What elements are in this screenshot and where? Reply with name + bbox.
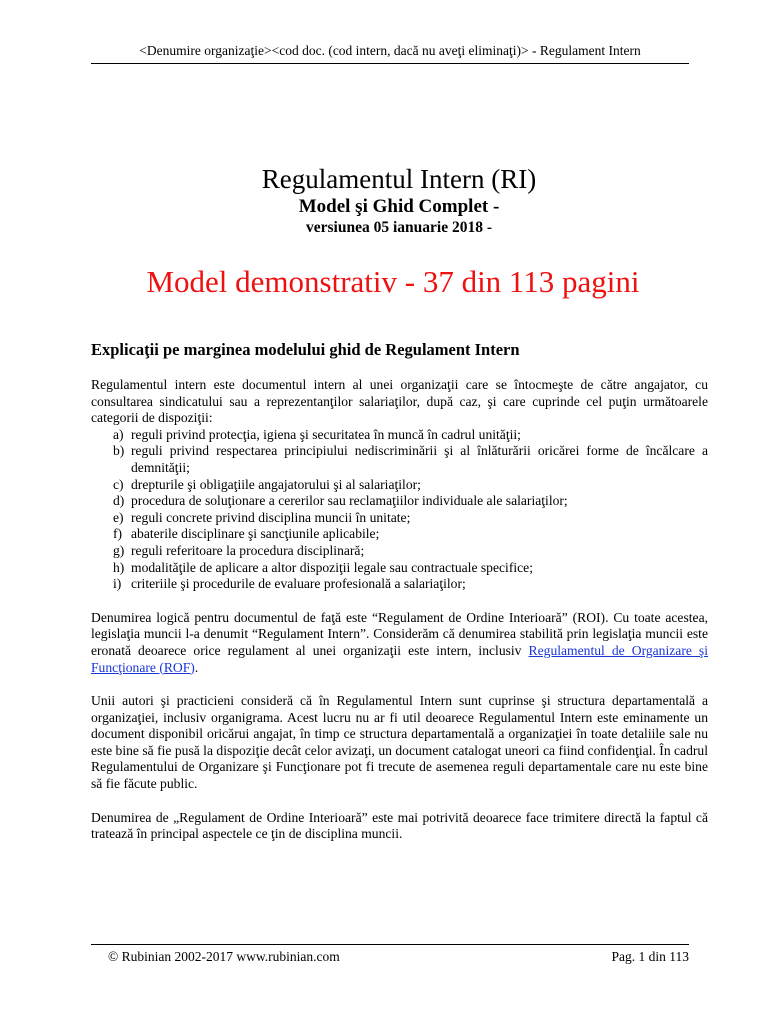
list-marker: h): [113, 559, 125, 575]
list-marker: e): [113, 509, 124, 525]
list-item-text: reguli privind protecţia, igiena şi securitatea în muncă în cadrul unităţii;: [131, 426, 521, 442]
demo-banner: Model demonstrativ - 37 din 113 pagini: [146, 264, 640, 299]
list-item-text: procedura de soluţionare a cererilor sau reclamaţiilor individuale ale salariaţilor;: [131, 493, 568, 509]
rof-link[interactable]: Regulamentul de Organizare şi Funcţionare (ROF): [91, 642, 709, 675]
paragraph-denumire-end: .: [194, 659, 199, 675]
list-item: [91, 526, 708, 543]
list-item: [91, 477, 708, 494]
document-title: Regulamentul Intern (RI): [261, 164, 537, 194]
list-marker: c): [113, 476, 124, 492]
list-item-text: modalităţile de aplicare a altor dispoziţii legale sau contractuale specifice;: [131, 559, 533, 575]
list-item-text: reguli privind respectarea principiului nediscriminării şi al înlăturării oricărei forme de încălcare a demnităţii;: [131, 443, 708, 475]
body-text: [91, 377, 708, 843]
section-heading: Explicaţii pe marginea modelului ghid de Regulament Intern: [91, 340, 520, 359]
list-item: [91, 427, 708, 444]
list-item-text: reguli referitoare la procedura disciplinară;: [131, 542, 365, 558]
list-marker: g): [113, 542, 125, 558]
paragraph-structura: Unii autori şi practicieni consideră că în Regulamentul Intern sunt cuprinse şi structura departamentală a organizaţiei, inclusiv organigrama. Acest lucru nu ar fi util deoarece Regulamentul Intern este eminamente un document disponibil oricărui angajat, în timp ce structura departamentală a organizaţiei în toate detaliile sale nu este bine să fie pusă la dispoziţie decât celor avizaţi, un document catalogat uneori ca fiind confidenţial. În cadrul Regulamentului de Organizare şi Funcţionare pot fi trecute de asemenea reguli departamentale care nu este bine să fie făcute public.: [91, 693, 708, 792]
list-item-text: drepturile şi obligaţiile angajatorului şi al salariaţilor;: [131, 476, 421, 492]
list-marker: f): [113, 526, 123, 542]
list-item: [91, 543, 708, 560]
list-item: [91, 560, 708, 577]
footer-page-number: Pag. 1 din 113: [611, 949, 689, 964]
intro-paragraph: Regulamentul intern este documentul intern al unei organizaţii care se întocmeşte de către angajator, cu consultarea sindicatului sau a reprezentanţilor salariaţilor, după caz, şi care cuprinde cel puţin următoarele categorii de dispoziţii:: [91, 377, 708, 426]
list-item: [91, 510, 708, 527]
list-item: [91, 493, 708, 510]
list-marker: i): [113, 576, 122, 592]
paragraph-denumire-text: Denumirea logică pentru documentul de faţă este “Regulament de Ordine Interioară” (ROI). Cu toate acestea, legislaţia muncii l-a denumit “Regulament Intern”. Considerăm că denumirea stabilită prin legislaţia muncii este eronată deoarece orice regulament al unei organizaţii este intern, inclusiv: [91, 609, 708, 658]
paragraph-denumire: [91, 610, 708, 676]
provisions-list: [91, 427, 708, 593]
document-subtitle: Model şi Ghid Complet -: [298, 196, 500, 217]
list-marker: d): [113, 493, 125, 509]
list-item-text: reguli concrete privind disciplina muncii în unitate;: [131, 509, 411, 525]
list-item: [91, 576, 708, 593]
list-marker: a): [113, 426, 124, 442]
list-item-text: criteriile şi procedurile de evaluare profesională a salariaţilor;: [131, 576, 466, 592]
running-header: <Denumire organizaţie><cod doc. (cod intern, dacă nu aveţi eliminaţi)> - Regulament Intern: [91, 42, 689, 64]
paragraph-disciplina: Denumirea de „Regulament de Ordine Interioară” este mai potrivită deoarece face trimitere directă la faptul că tratează în principal aspectele ce ţin de disciplina muncii.: [91, 809, 708, 842]
list-item-text: abaterile disciplinare şi sancţiunile aplicabile;: [131, 526, 380, 542]
running-footer: [91, 944, 689, 966]
document-version: versiunea 05 ianuarie 2018 -: [306, 219, 492, 236]
list-item: [91, 443, 708, 476]
list-marker: b): [113, 443, 125, 459]
footer-copyright: © Rubinian 2002-2017 www.rubinian.com: [108, 949, 340, 964]
